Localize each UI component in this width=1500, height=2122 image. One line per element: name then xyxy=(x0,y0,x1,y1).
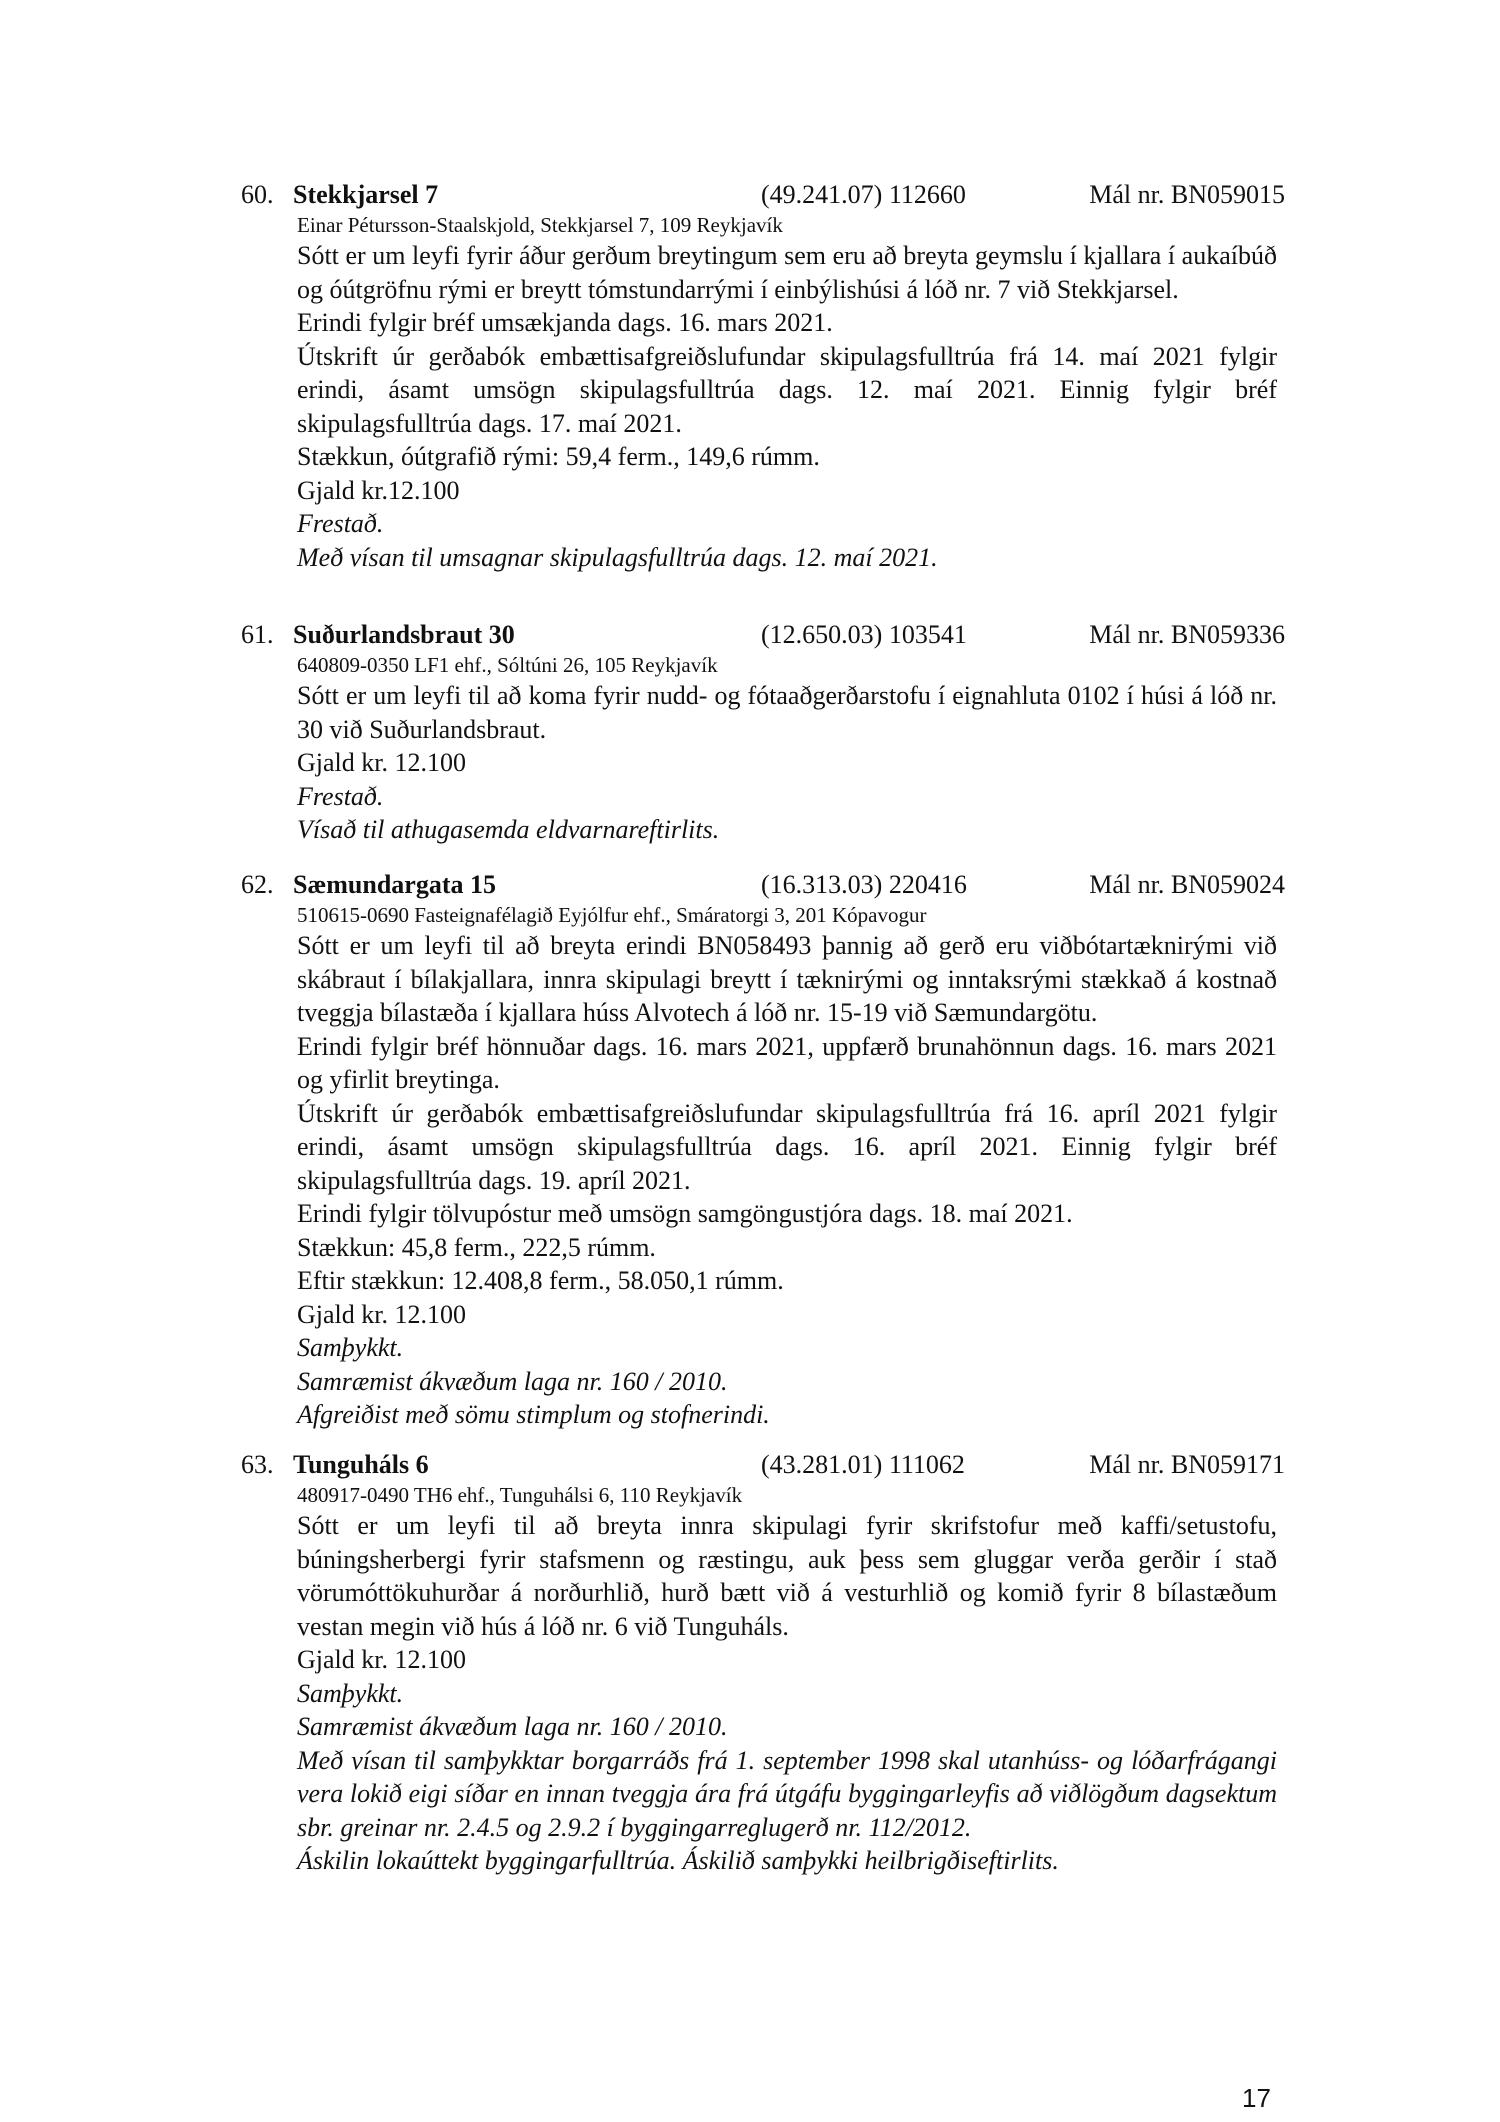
case-header xyxy=(241,178,1285,211)
case-body xyxy=(297,239,1277,574)
case-address-title: Stekkjarsel 7 xyxy=(293,180,439,209)
fee-line: Gjald kr. 12.100 xyxy=(297,748,466,777)
land-number: (12.650.03) 103541 xyxy=(761,620,967,649)
decision-note: Afgreiðist með sömu stimplum og stofnerindi. xyxy=(297,1400,770,1429)
decision-status: Samþykkt. xyxy=(297,1678,404,1708)
decision-note: Samræmist ákvæðum laga nr. 160 / 2010. xyxy=(297,1366,728,1396)
case-text: Erindi fylgir tölvupóstur með umsögn samgöngustjóra dags. 18. maí 2021. xyxy=(297,1199,1073,1228)
case-body xyxy=(297,929,1277,1432)
applicant: 510615-0690 Fasteignafélagið Eyjólfur ehf., Smáratorgi 3, 201 Kópavogur xyxy=(297,903,927,927)
decision-status: Frestað. xyxy=(297,781,384,811)
decision-status: Samþykkt. xyxy=(297,1333,404,1362)
case-text: Eftir stækkun: 12.408,8 ferm., 58.050,1 rúmm. xyxy=(297,1266,784,1295)
case-entry xyxy=(241,618,1285,847)
case-header xyxy=(241,868,1285,901)
case-address-title: Tunguháls 6 xyxy=(293,1450,429,1479)
land-number: (49.241.07) 112660 xyxy=(761,180,966,209)
fee-line: Gjald kr. 12.100 xyxy=(297,1645,466,1674)
case-entry xyxy=(241,178,1285,574)
case-text: Sótt er um leyfi til að koma fyrir nudd- og fótaaðgerðarstofu í eignahluta 0102 í húsi á lóð nr. 30 við Suðurlandsbraut. xyxy=(297,681,1277,744)
case-number: 61. xyxy=(241,620,274,649)
case-body xyxy=(297,679,1277,847)
decision-note: Samræmist ákvæðum laga nr. 160 / 2010. xyxy=(297,1712,728,1741)
case-number: 62. xyxy=(241,870,274,899)
case-text: Útskrift úr gerðabók embættisafgreiðslufundar skipulagsfulltrúa frá 14. maí 2021 fylgir erindi, ásamt umsögn skipulagsfulltrúa dags. 12. maí 2021. Einnig fylgir bréf skipulagsfulltrúa dags. 17. maí 2021. xyxy=(297,341,1277,438)
case-address-title: Sæmundargata 15 xyxy=(293,870,496,899)
applicant: Einar Pétursson-Staalskjold, Stekkjarsel 7, 109 Reykjavík xyxy=(297,213,783,237)
case-address-title: Suðurlandsbraut 30 xyxy=(293,620,515,649)
case-text: Stækkun, óútgrafið rými: 59,4 ferm., 149,6 rúmm. xyxy=(297,442,820,471)
case-entry xyxy=(241,868,1285,1432)
case-text: Stækkun: 45,8 ferm., 222,5 rúmm. xyxy=(297,1232,656,1262)
page-number: 17 xyxy=(1242,2083,1271,2113)
case-body xyxy=(297,1509,1277,1878)
case-number: 60. xyxy=(241,180,274,209)
fee-line: Gjald kr.12.100 xyxy=(297,475,460,505)
land-number: (16.313.03) 220416 xyxy=(761,870,967,899)
case-reference: Mál nr. BN059015 xyxy=(1089,180,1285,209)
case-text: Erindi fylgir bréf hönnuðar dags. 16. mars 2021, uppfærð brunahönnun dags. 16. mars 2021 og yfirlit breytinga. xyxy=(297,1031,1277,1094)
case-number: 63. xyxy=(241,1450,274,1479)
land-number: (43.281.01) 111062 xyxy=(761,1450,965,1479)
decision-note: Með vísan til samþykktar borgarráðs frá 1. september 1998 skal utanhúss- og lóðarfrágangi vera lokið eigi síðar en innan tveggja ára frá útgáfu byggingarleyfis að viðlögðum dagsektum sbr. greinar nr. 2.4.5 og 2.9.2 í byggingarreglugerð nr. 112/2012. xyxy=(297,1745,1277,1842)
case-entry xyxy=(241,1448,1285,1878)
applicant: 640809-0350 LF1 ehf., Sóltúni 26, 105 Reykjavík xyxy=(297,653,718,677)
case-text: Sótt er um leyfi til að breyta innra skipulagi fyrir skrifstofur með kaffi/setustofu, búningsherbergi fyrir stafsmenn og ræstingu, auk þess sem gluggar verða gerðir í stað vörumóttökuhurðar á norðurhlið, hurð bætt við á vesturhlið og komið fyrir 8 bílastæðum vestan megin við hús á lóð nr. 6 við Tunguháls. xyxy=(297,1511,1277,1641)
decision-note: Áskilin lokaúttekt byggingarfulltrúa. Áskilið samþykki heilbrigðiseftirlits. xyxy=(297,1846,1059,1875)
case-text: Útskrift úr gerðabók embættisafgreiðslufundar skipulagsfulltrúa frá 16. apríl 2021 fylgir erindi, ásamt umsögn skipulagsfulltrúa dags. 16. apríl 2021. Einnig fylgir bréf skipulagsfulltrúa dags. 19. apríl 2021. xyxy=(297,1098,1277,1195)
case-reference: Mál nr. BN059336 xyxy=(1089,620,1285,649)
fee-line: Gjald kr. 12.100 xyxy=(297,1299,466,1329)
case-reference: Mál nr. BN059024 xyxy=(1089,870,1285,899)
case-text: Erindi fylgir bréf umsækjanda dags. 16. mars 2021. xyxy=(297,308,833,337)
case-text: Sótt er um leyfi fyrir áður gerðum breytingum sem eru að breyta geymslu í kjallara í aukaíbúð og óútgröfnu rými er breytt tómstundarrými í einbýlishúsi á lóð nr. 7 við Stekkjarsel. xyxy=(297,241,1277,304)
decision-note: Með vísan til umsagnar skipulagsfulltrúa dags. 12. maí 2021. xyxy=(297,542,938,572)
decision-status: Frestað. xyxy=(297,509,384,538)
decision-note: Vísað til athugasemda eldvarnareftirlits. xyxy=(297,815,720,844)
case-reference: Mál nr. BN059171 xyxy=(1089,1450,1285,1479)
case-header xyxy=(241,618,1285,651)
applicant: 480917-0490 TH6 ehf., Tunguhálsi 6, 110 Reykjavík xyxy=(297,1483,743,1507)
case-header xyxy=(241,1448,1285,1481)
case-text: Sótt er um leyfi til að breyta erindi BN058493 þannig að gerð eru viðbótartæknirými við skábraut í bílakjallara, innra skipulagi breytt í tæknirými og inntaksrými stækkað á kostnað tveggja bílastæða í kjallara húss Alvotech á lóð nr. 15-19 við Sæmundargötu. xyxy=(297,931,1277,1027)
